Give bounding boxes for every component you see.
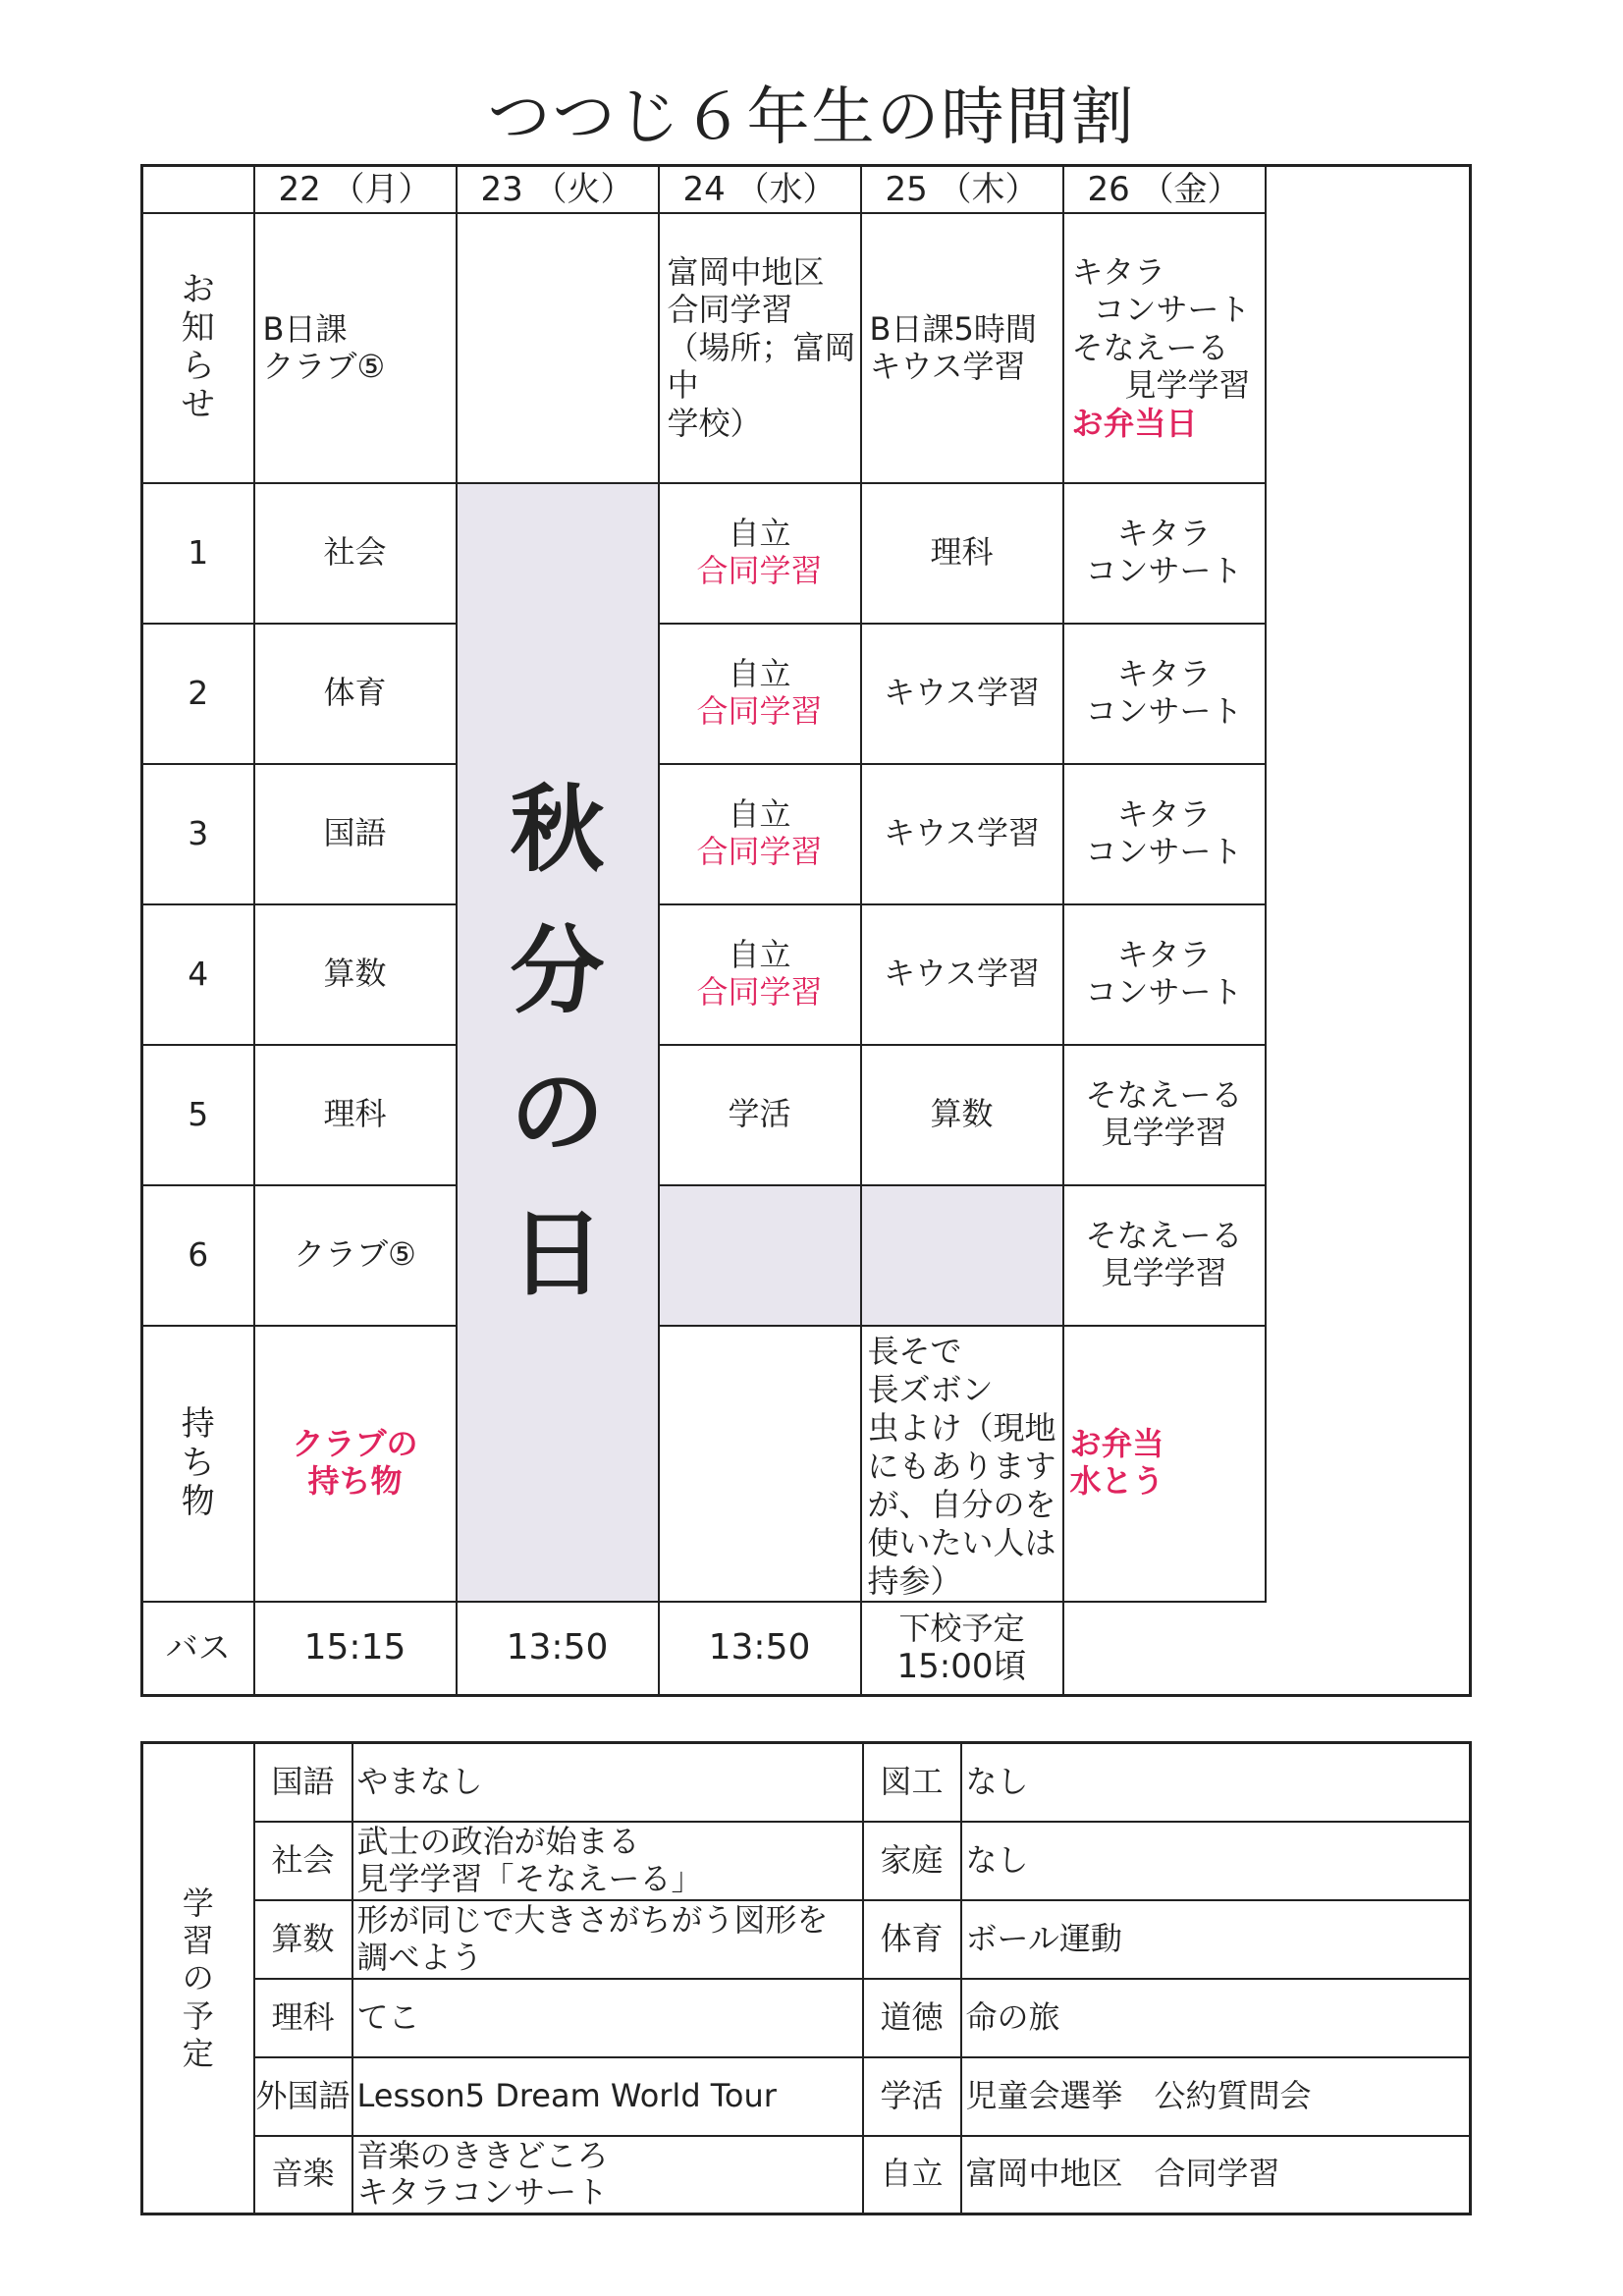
bus-wed: 13:50	[457, 1602, 659, 1696]
subject-line: コンサート	[1085, 552, 1243, 589]
plan-subject: 学活	[863, 2057, 961, 2136]
subject-line-red: 合同学習	[696, 833, 823, 870]
subject-line: コンサート	[1085, 833, 1243, 870]
plan-subject: 社会	[254, 1822, 352, 1900]
plan-subject: 算数	[254, 1900, 352, 1979]
bring-mon	[254, 1326, 457, 1602]
notice-line: 合同学習	[667, 291, 793, 329]
subject-line: 見学学習	[1101, 1254, 1227, 1291]
holiday-cell	[457, 483, 659, 1602]
bus-line: 15:00頃	[896, 1647, 1027, 1687]
study-plan-label-char: 習	[182, 1921, 214, 1959]
study-plan-row	[142, 1743, 1471, 1822]
bring-line: が、自分のを	[867, 1485, 1056, 1523]
day-header-fri: 26 （金）	[1063, 166, 1266, 213]
plan-content: なし	[961, 1743, 1471, 1822]
mon-period-3: 国語	[254, 764, 457, 904]
notice-fri	[1063, 213, 1266, 483]
plan-content	[352, 1900, 863, 1979]
row-label-notice	[142, 213, 254, 483]
bring-line: 使いたい人は	[867, 1523, 1056, 1561]
subject-line: キタラ	[1116, 515, 1212, 553]
subject-line: キタラ	[1116, 795, 1212, 834]
notice-line: 富岡中地区	[667, 253, 825, 292]
plan-subject: 体育	[863, 1900, 961, 1979]
bring-line-red: お弁当	[1069, 1425, 1164, 1463]
study-plan-label	[142, 1743, 254, 2214]
wed-period-5: 学活	[659, 1045, 861, 1185]
day-header-thu: 25 （木）	[861, 166, 1063, 213]
day-header-tue: 23 （火）	[457, 166, 659, 213]
study-plan-row	[142, 2057, 1471, 2136]
bring-line-red: 水とう	[1069, 1462, 1164, 1501]
timetable	[140, 164, 1472, 1697]
header-row	[142, 166, 1471, 213]
bring-line: にもあります	[867, 1447, 1056, 1485]
thu-period-4: キウス学習	[861, 904, 1063, 1045]
plan-subject: 道徳	[863, 1979, 961, 2057]
notice-line: 学校）	[667, 404, 762, 442]
study-plan-table	[140, 1741, 1472, 2215]
subject-line: キタラ	[1116, 936, 1212, 974]
bring-line: 長ズボン	[867, 1370, 994, 1408]
notice-thu	[861, 213, 1063, 483]
plan-subject: 理科	[254, 1979, 352, 2057]
plan-line: 武士の政治が始まる	[356, 1822, 640, 1860]
notice-line: B日課5時間	[869, 309, 1037, 348]
period-label: 3	[142, 764, 254, 904]
right-margin-cell	[1266, 166, 1471, 1602]
period-label: 2	[142, 624, 254, 764]
plan-content: 児童会選挙 公約質問会	[961, 2057, 1471, 2136]
thu-period-6-empty	[861, 1185, 1063, 1326]
bring-label-char: 持	[181, 1404, 215, 1445]
bus-fri	[861, 1602, 1063, 1696]
bus-row	[142, 1602, 1471, 1696]
bus-mon: 15:15	[254, 1602, 457, 1696]
notice-line: （場所；富岡中	[667, 328, 856, 405]
holiday-char: 日	[510, 1199, 605, 1310]
plan-subject: 家庭	[863, 1822, 961, 1900]
study-plan-label-char: 学	[182, 1884, 214, 1922]
subject-line: 自立	[728, 795, 791, 834]
subject-line-red: 合同学習	[696, 973, 823, 1011]
fri-period-1	[1063, 483, 1266, 624]
plan-subject: 図工	[863, 1743, 961, 1822]
wed-period-1	[659, 483, 861, 624]
thu-period-5: 算数	[861, 1045, 1063, 1185]
fri-period-3	[1063, 764, 1266, 904]
holiday-char: 分	[510, 916, 605, 1027]
day-header-wed: 24 （水）	[659, 166, 861, 213]
notice-label-char: お	[181, 269, 215, 309]
notice-line: クラブ⑤	[262, 348, 386, 385]
holiday-char: の	[510, 1058, 605, 1169]
notice-label-char: 知	[181, 307, 215, 348]
bring-line-red: クラブの	[292, 1425, 418, 1463]
notice-tue	[457, 213, 659, 483]
bring-fri	[1063, 1326, 1266, 1602]
period-label: 4	[142, 904, 254, 1045]
subject-line: 見学学習	[1101, 1114, 1227, 1151]
plan-content: なし	[961, 1822, 1471, 1900]
plan-subject: 音楽	[254, 2136, 352, 2214]
notice-line: コンサート	[1093, 291, 1251, 329]
subject-line: そなえーる	[1085, 1076, 1243, 1115]
plan-content: 命の旅	[961, 1979, 1471, 2057]
study-plan-label-char: 予	[182, 1996, 214, 2035]
plan-content: ボール運動	[961, 1900, 1471, 1979]
subject-line: 自立	[728, 515, 791, 553]
plan-line: 音楽のききどころ	[356, 2136, 609, 2174]
notice-wed	[659, 213, 861, 483]
holiday-char: 秋	[510, 775, 605, 886]
wed-period-3	[659, 764, 861, 904]
subject-line: 自立	[728, 936, 791, 974]
plan-line: キタラコンサート	[356, 2173, 609, 2212]
bring-line: 長そで	[867, 1332, 962, 1370]
plan-subject: 外国語	[254, 2057, 352, 2136]
plan-line: 見学学習「そなえーる」	[356, 1859, 703, 1897]
subject-line: コンサート	[1085, 692, 1243, 730]
mon-period-4: 算数	[254, 904, 457, 1045]
plan-line: 調べよう	[356, 1938, 483, 1976]
notice-label-char: ら	[181, 347, 215, 386]
thu-period-3: キウス学習	[861, 764, 1063, 904]
plan-line: やまなし	[356, 1762, 483, 1800]
plan-content	[352, 1979, 863, 2057]
plan-line: Lesson5 Dream World Tour	[356, 2076, 777, 2114]
bring-label-char: ち	[181, 1443, 215, 1483]
notice-line: キタラ	[1071, 253, 1166, 292]
notice-mon	[254, 213, 457, 483]
notice-line: キウス学習	[869, 348, 1026, 385]
row-label-bus: バス	[142, 1602, 254, 1696]
bring-line: 虫よけ（現地	[867, 1408, 1056, 1447]
subject-line-red: 合同学習	[696, 692, 823, 730]
fri-period-5	[1063, 1045, 1266, 1185]
bring-wed	[659, 1326, 861, 1602]
corner-cell	[142, 166, 254, 213]
period-label: 6	[142, 1185, 254, 1326]
subject-line: そなえーる	[1085, 1217, 1243, 1255]
bring-label-char: 物	[181, 1481, 215, 1521]
notice-bento-day: お弁当日	[1071, 404, 1198, 442]
thu-period-2: キウス学習	[861, 624, 1063, 764]
mon-period-5: 理科	[254, 1045, 457, 1185]
notice-line: 見学学習	[1124, 366, 1251, 405]
notice-label-char: せ	[181, 385, 215, 425]
wed-period-6-empty	[659, 1185, 861, 1326]
mon-period-1: 社会	[254, 483, 457, 624]
mon-period-2: 体育	[254, 624, 457, 764]
subject-line-red: 合同学習	[696, 552, 823, 589]
mon-period-6: クラブ⑤	[254, 1185, 457, 1326]
study-plan-row	[142, 1900, 1471, 1979]
study-plan-row	[142, 2136, 1471, 2214]
thu-period-1: 理科	[861, 483, 1063, 624]
subject-line: 自立	[728, 655, 791, 693]
fri-period-6	[1063, 1185, 1266, 1326]
plan-content	[352, 1743, 863, 1822]
plan-subject: 自立	[863, 2136, 961, 2214]
wed-period-4	[659, 904, 861, 1045]
bring-line-red: 持ち物	[307, 1462, 403, 1501]
wed-period-2	[659, 624, 861, 764]
notice-line: B日課	[262, 309, 348, 348]
bring-thu	[861, 1326, 1063, 1602]
plan-content	[352, 2057, 863, 2136]
period-label: 5	[142, 1045, 254, 1185]
day-header-mon: 22 （月）	[254, 166, 457, 213]
page-title: つつじ６年生の時間割	[487, 82, 1136, 154]
plan-content	[352, 2136, 863, 2214]
subject-line: コンサート	[1085, 973, 1243, 1011]
period-label: 1	[142, 483, 254, 624]
fri-period-2	[1063, 624, 1266, 764]
bus-line: 下校予定	[898, 1609, 1025, 1647]
notice-line: そなえーる	[1071, 328, 1229, 366]
bring-line: 持参）	[867, 1561, 962, 1600]
row-label-bring	[142, 1326, 254, 1602]
plan-content	[352, 1822, 863, 1900]
subject-line: キタラ	[1116, 655, 1212, 693]
study-plan-label-char: の	[182, 1959, 214, 1997]
fri-period-4	[1063, 904, 1266, 1045]
study-plan-label-char: 定	[182, 2035, 214, 2073]
plan-line: 形が同じで大きさがちがう図形を	[356, 1900, 829, 1939]
study-plan-row	[142, 1822, 1471, 1900]
plan-line: てこ	[356, 1997, 420, 2036]
plan-subject: 国語	[254, 1743, 352, 1822]
study-plan-row	[142, 1979, 1471, 2057]
bus-thu: 13:50	[659, 1602, 861, 1696]
plan-content: 富岡中地区 合同学習	[961, 2136, 1471, 2214]
